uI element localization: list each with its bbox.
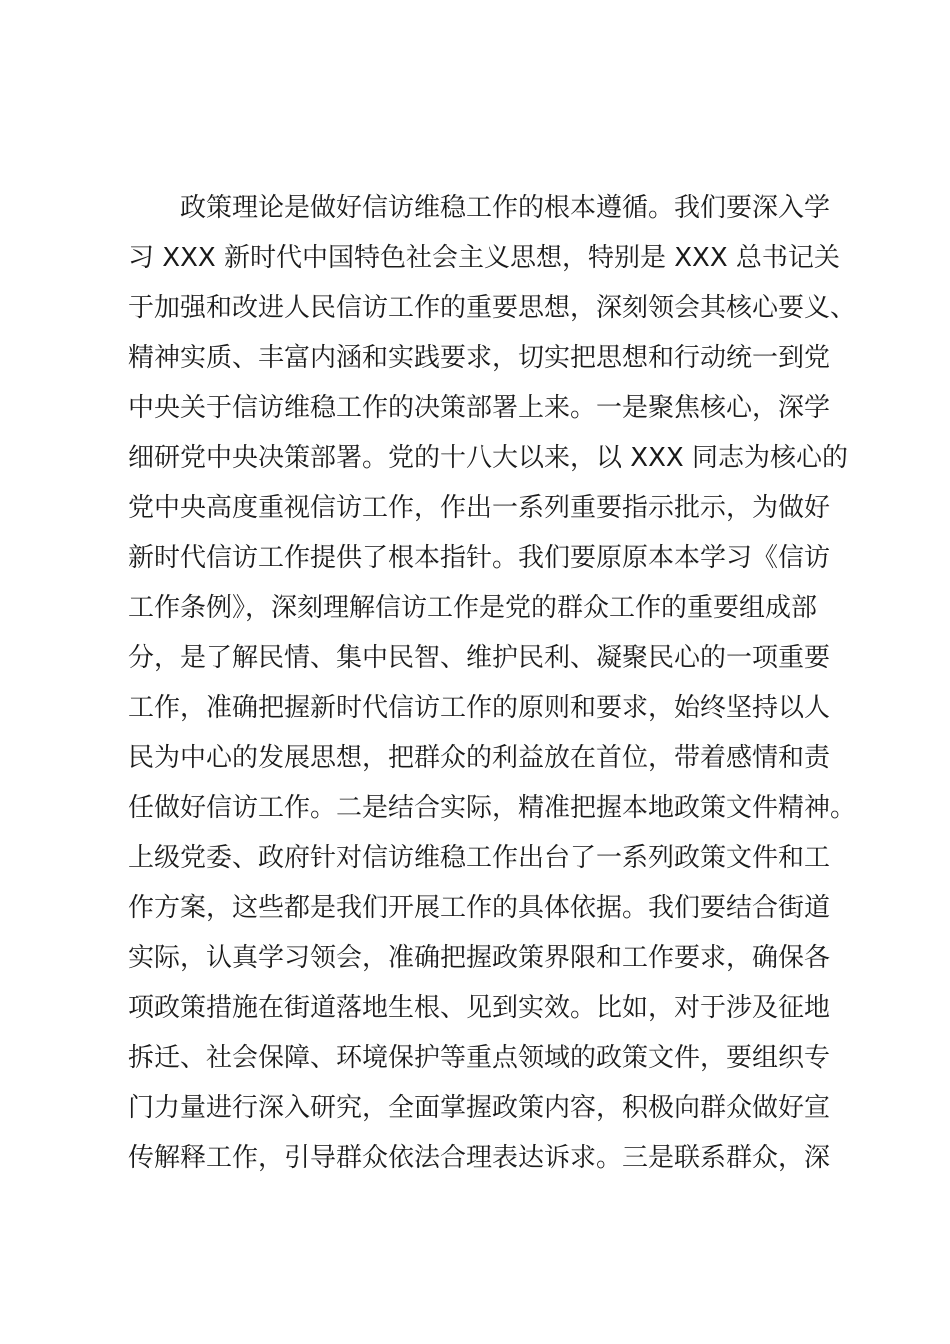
text-line: 拆迁、社会保障、环境保护等重点领域的政策文件，要组织专 — [128, 1043, 831, 1073]
text-line: 分，是了解民情、集中民智、维护民利、凝聚民心的一项重要 — [128, 643, 831, 673]
text-line: 习 XXX 新时代中国特色社会主义思想，特别是 XXX 总书记关 — [128, 243, 840, 273]
text-line: 党中央高度重视信访工作，作出一系列重要指示批示，为做好 — [128, 493, 831, 523]
text-line: 任做好信访工作。二是结合实际，精准把握本地政策文件精神。 — [128, 793, 857, 823]
body-paragraph — [128, 183, 857, 1183]
text-line: 实际，认真学习领会，准确把握政策界限和工作要求，确保各 — [128, 943, 831, 973]
text-line: 工作，准确把握新时代信访工作的原则和要求，始终坚持以人 — [128, 693, 831, 723]
text-line: 政策理论是做好信访维稳工作的根本遵循。我们要深入学 — [180, 193, 831, 223]
text-line: 民为中心的发展思想，把群众的利益放在首位，带着感情和责 — [128, 743, 831, 773]
text-line: 门力量进行深入研究，全面掌握政策内容，积极向群众做好宣 — [128, 1093, 831, 1123]
text-line: 上级党委、政府针对信访维稳工作出台了一系列政策文件和工 — [128, 843, 831, 873]
text-line: 细研党中央决策部署。党的十八大以来，以 XXX 同志为核心的 — [128, 443, 848, 473]
text-line: 项政策措施在街道落地生根、见到实效。比如，对于涉及征地 — [128, 993, 831, 1023]
text-line: 工作条例》，深刻理解信访工作是党的群众工作的重要组成部 — [128, 593, 818, 623]
text-line: 作方案，这些都是我们开展工作的具体依据。我们要结合街道 — [128, 893, 831, 923]
text-line: 新时代信访工作提供了根本指针。我们要原原本本学习《信访 — [128, 543, 831, 573]
text-line: 中央关于信访维稳工作的决策部署上来。一是聚焦核心，深学 — [128, 393, 831, 423]
text-line: 于加强和改进人民信访工作的重要思想，深刻领会其核心要义、 — [128, 293, 857, 323]
text-line: 传解释工作，引导群众依法合理表达诉求。三是联系群众，深 — [128, 1143, 831, 1173]
text-line: 精神实质、丰富内涵和实践要求，切实把思想和行动统一到党 — [128, 343, 831, 373]
